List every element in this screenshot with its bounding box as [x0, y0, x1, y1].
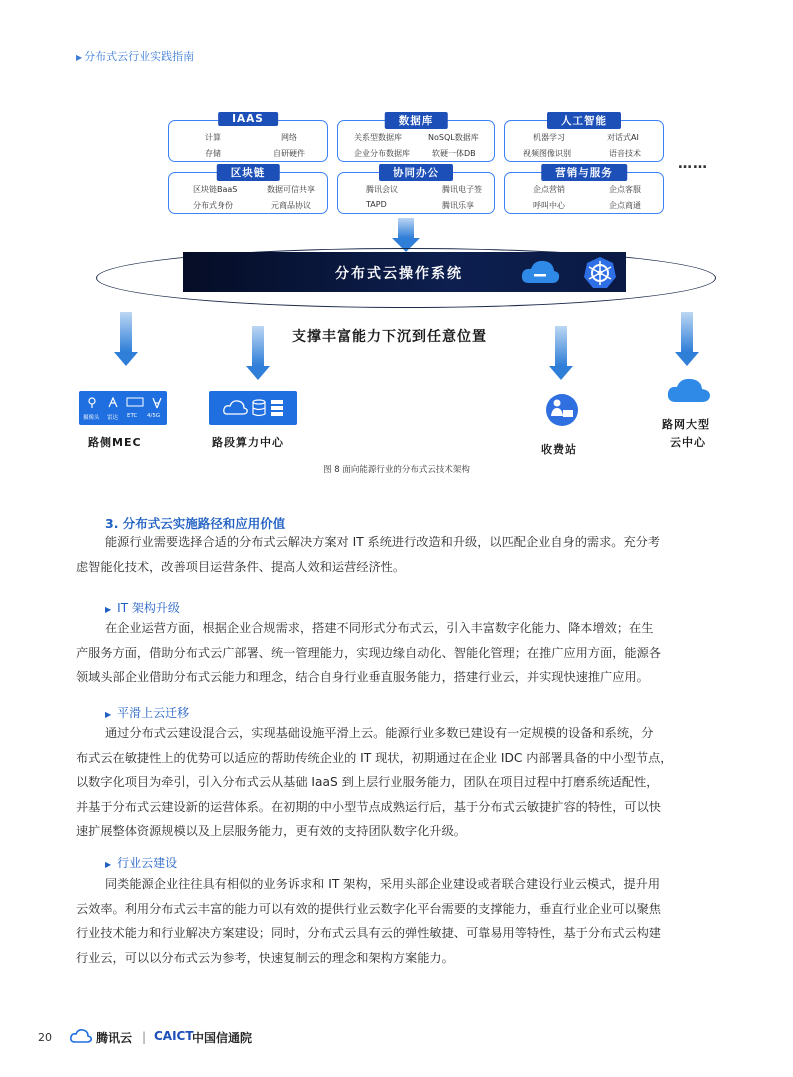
arrow-down-icon: [398, 218, 414, 238]
kubernetes-icon: [583, 256, 617, 290]
category-office: [337, 167, 495, 214]
text-line: 行业云，可以以分布式云为参考，快速复制云的理念和架构方案能力。: [76, 950, 454, 965]
category-item: 呼叫中心: [533, 201, 565, 210]
os-label: 分布式云操作系统: [335, 266, 463, 282]
subsection-paragraph: [76, 872, 717, 970]
running-header: [76, 48, 194, 64]
caict-cn-text: 中国信通院: [192, 1031, 253, 1045]
support-text: 支撑丰富能力下沉到任意位置: [292, 329, 487, 345]
os-bar: [183, 252, 626, 292]
category-title: 协同办公: [379, 164, 453, 181]
category-item: 视频图像识别: [523, 149, 571, 158]
figure-caption: 图 8 面向能源行业的分布式云技术架构: [323, 465, 470, 475]
category-item: 语音技术: [609, 149, 641, 158]
text-line: 领域头部企业借助分布式云能力和理念，结合自身行业垂直服务能力，搭建行业云，并实现快速推广应用。: [76, 670, 649, 684]
text-line: 行业技术能力和行业解决方案建设；同时，分布式云具有云的弹性敏捷、可靠易用等特性，基于分布式云构建: [76, 926, 661, 940]
mec-item: 4/5G: [147, 413, 161, 419]
text-line: 并基于分布式云建设新的运营体系。在初期的中小型节点成熟运行后，基于分布式云敏捷扩容的特性，可以快: [76, 799, 661, 814]
mec-device-icons: [85, 395, 165, 411]
text-line: 布式云在敏捷性上的优势可以适应的帮助传统企业的 IT 现状，初期通过在企业 IDC 内部署具备的中小型节点，: [76, 750, 673, 765]
text-line: 在企业运营方面，根据企业合规需求，搭建不同形式分布式云，引入丰富数字化能力、降本增效；在生: [105, 621, 654, 635]
section-intro: [76, 530, 717, 579]
subsection-title-text: IT 架构升级: [117, 601, 180, 615]
category-item: 元商品协议: [271, 201, 311, 210]
subsection-title: [105, 599, 180, 616]
mec-panel: [79, 391, 167, 425]
category-item: 企业分布数据库: [354, 149, 410, 158]
triangle-icon: ▶: [105, 605, 112, 614]
footer-separator: |: [142, 1030, 147, 1044]
category-title: 数据库: [385, 112, 448, 129]
more-ellipsis: ……: [678, 156, 708, 172]
text-line: 同类能源企业往往具有相似的业务诉求和 IT 架构，采用头部企业建设或者联合建设行业云模式，提升用: [105, 877, 661, 891]
text-line: 云效率。利用分布式云丰富的能力可以有效的提供行业云数字化平台需要的支撑能力，垂直行业企业可以聚焦: [76, 901, 661, 916]
node-label-mec: 路侧MEC: [88, 436, 142, 449]
arrow-head-icon: [114, 352, 138, 366]
segment-panel: [209, 391, 297, 425]
arrow-head-icon: [675, 352, 699, 366]
subsection-title-text: 平滑上云迁移: [117, 706, 190, 720]
cloud-icon: [519, 257, 561, 287]
arrow-down-icon: [120, 312, 132, 352]
category-item: 关系型数据库: [354, 133, 402, 142]
category-item: 数据可信共享: [267, 185, 315, 194]
category-title: 人工智能: [547, 112, 621, 129]
category-item: 存储: [205, 149, 221, 158]
category-item: 腾讯乐享: [442, 201, 474, 210]
category-title: 营销与服务: [541, 164, 627, 181]
compute-icons: [223, 398, 285, 418]
category-item: 网络: [281, 133, 297, 142]
text-line: 产服务方面，借助分布式云广部署、统一管理能力，实现边缘自动化、智能化管理；在推广应用方面，能源各: [76, 645, 661, 660]
node-label-cloud-1: 路网大型: [662, 418, 710, 431]
category-item: 区块链BaaS: [193, 185, 238, 194]
subsection-paragraph: [76, 616, 717, 690]
arrow-down-icon: [681, 312, 693, 352]
node-label-toll: 收费站: [541, 443, 577, 456]
text-line: 虑智能化技术，改善项目运营条件、提高人效和运营经济性。: [76, 559, 406, 574]
subsection-title: [105, 704, 189, 721]
arrow-head-icon: [246, 366, 270, 380]
category-database: [337, 115, 495, 162]
category-item: 企点客服: [609, 185, 641, 194]
category-item: 机器学习: [533, 133, 565, 142]
page-number: 20: [38, 1031, 52, 1044]
subsection-paragraph: [76, 721, 717, 844]
category-ai: [504, 115, 664, 162]
triangle-icon: ▶: [105, 860, 112, 869]
arrow-down-icon: [252, 326, 264, 366]
arrow-down-icon: [555, 326, 567, 366]
text-line: 通过分布式云建设混合云，实现基础设施平滑上云。能源行业多数已建设有一定规模的设备和系统，分: [105, 726, 654, 740]
category-item: 分布式身份: [193, 201, 233, 210]
category-item: 腾讯会议: [366, 185, 398, 194]
subsection-title: [105, 854, 177, 871]
header-text: 分布式云行业实践指南: [84, 50, 195, 63]
category-item: 自研硬件: [273, 149, 305, 158]
category-item: 计算: [205, 133, 221, 142]
mec-item: ETC: [127, 413, 138, 419]
text-line: 速扩展整体资源规模以及上层服务能力，更有效的支持团队数字化升级。: [76, 824, 466, 838]
toll-station-icon: [544, 392, 580, 428]
category-item: 企点商通: [609, 201, 641, 210]
category-item: TAPD: [366, 200, 387, 209]
mec-item: 雷达: [107, 415, 119, 421]
subsection-title-text: 行业云建设: [117, 856, 178, 870]
architecture-diagram: [0, 100, 793, 480]
triangle-icon: ▶: [76, 53, 83, 62]
mec-item: 摄像头: [83, 415, 100, 421]
arrow-head-icon: [549, 366, 573, 380]
category-item: 软硬一体DB: [432, 149, 476, 158]
node-label-cloud-2: 云中心: [670, 436, 706, 449]
text-line: 能源行业需要选择合适的分布式云解决方案对 IT 系统进行改造和升级，以匹配企业自身的需求。充分考: [105, 535, 661, 549]
category-item: NoSQL数据库: [428, 133, 479, 142]
tencent-cloud-logo-icon: [70, 1029, 92, 1043]
category-title: 区块链: [217, 164, 280, 181]
category-iaas: [168, 113, 328, 162]
category-title: IAAS: [218, 112, 278, 126]
category-item: 企点营销: [533, 185, 565, 194]
category-item: 对话式AI: [607, 133, 639, 142]
text-line: 以数字化项目为牵引，引入分布式云从基础 IaaS 到上层行业服务能力，团队在项目过程中打磨系统适配性，: [76, 775, 659, 789]
category-marketing: [504, 167, 664, 214]
cloud-center-icon: [666, 376, 712, 404]
triangle-icon: ▶: [105, 710, 112, 719]
node-label-segment: 路段算力中心: [212, 436, 284, 449]
caict-text: CAICT: [154, 1029, 194, 1043]
category-item: 腾讯电子签: [442, 185, 482, 194]
section-title: 3. 分布式云实施路径和应用价值: [105, 516, 286, 531]
category-blockchain: [168, 167, 328, 214]
tencent-cloud-text: 腾讯云: [96, 1031, 133, 1045]
